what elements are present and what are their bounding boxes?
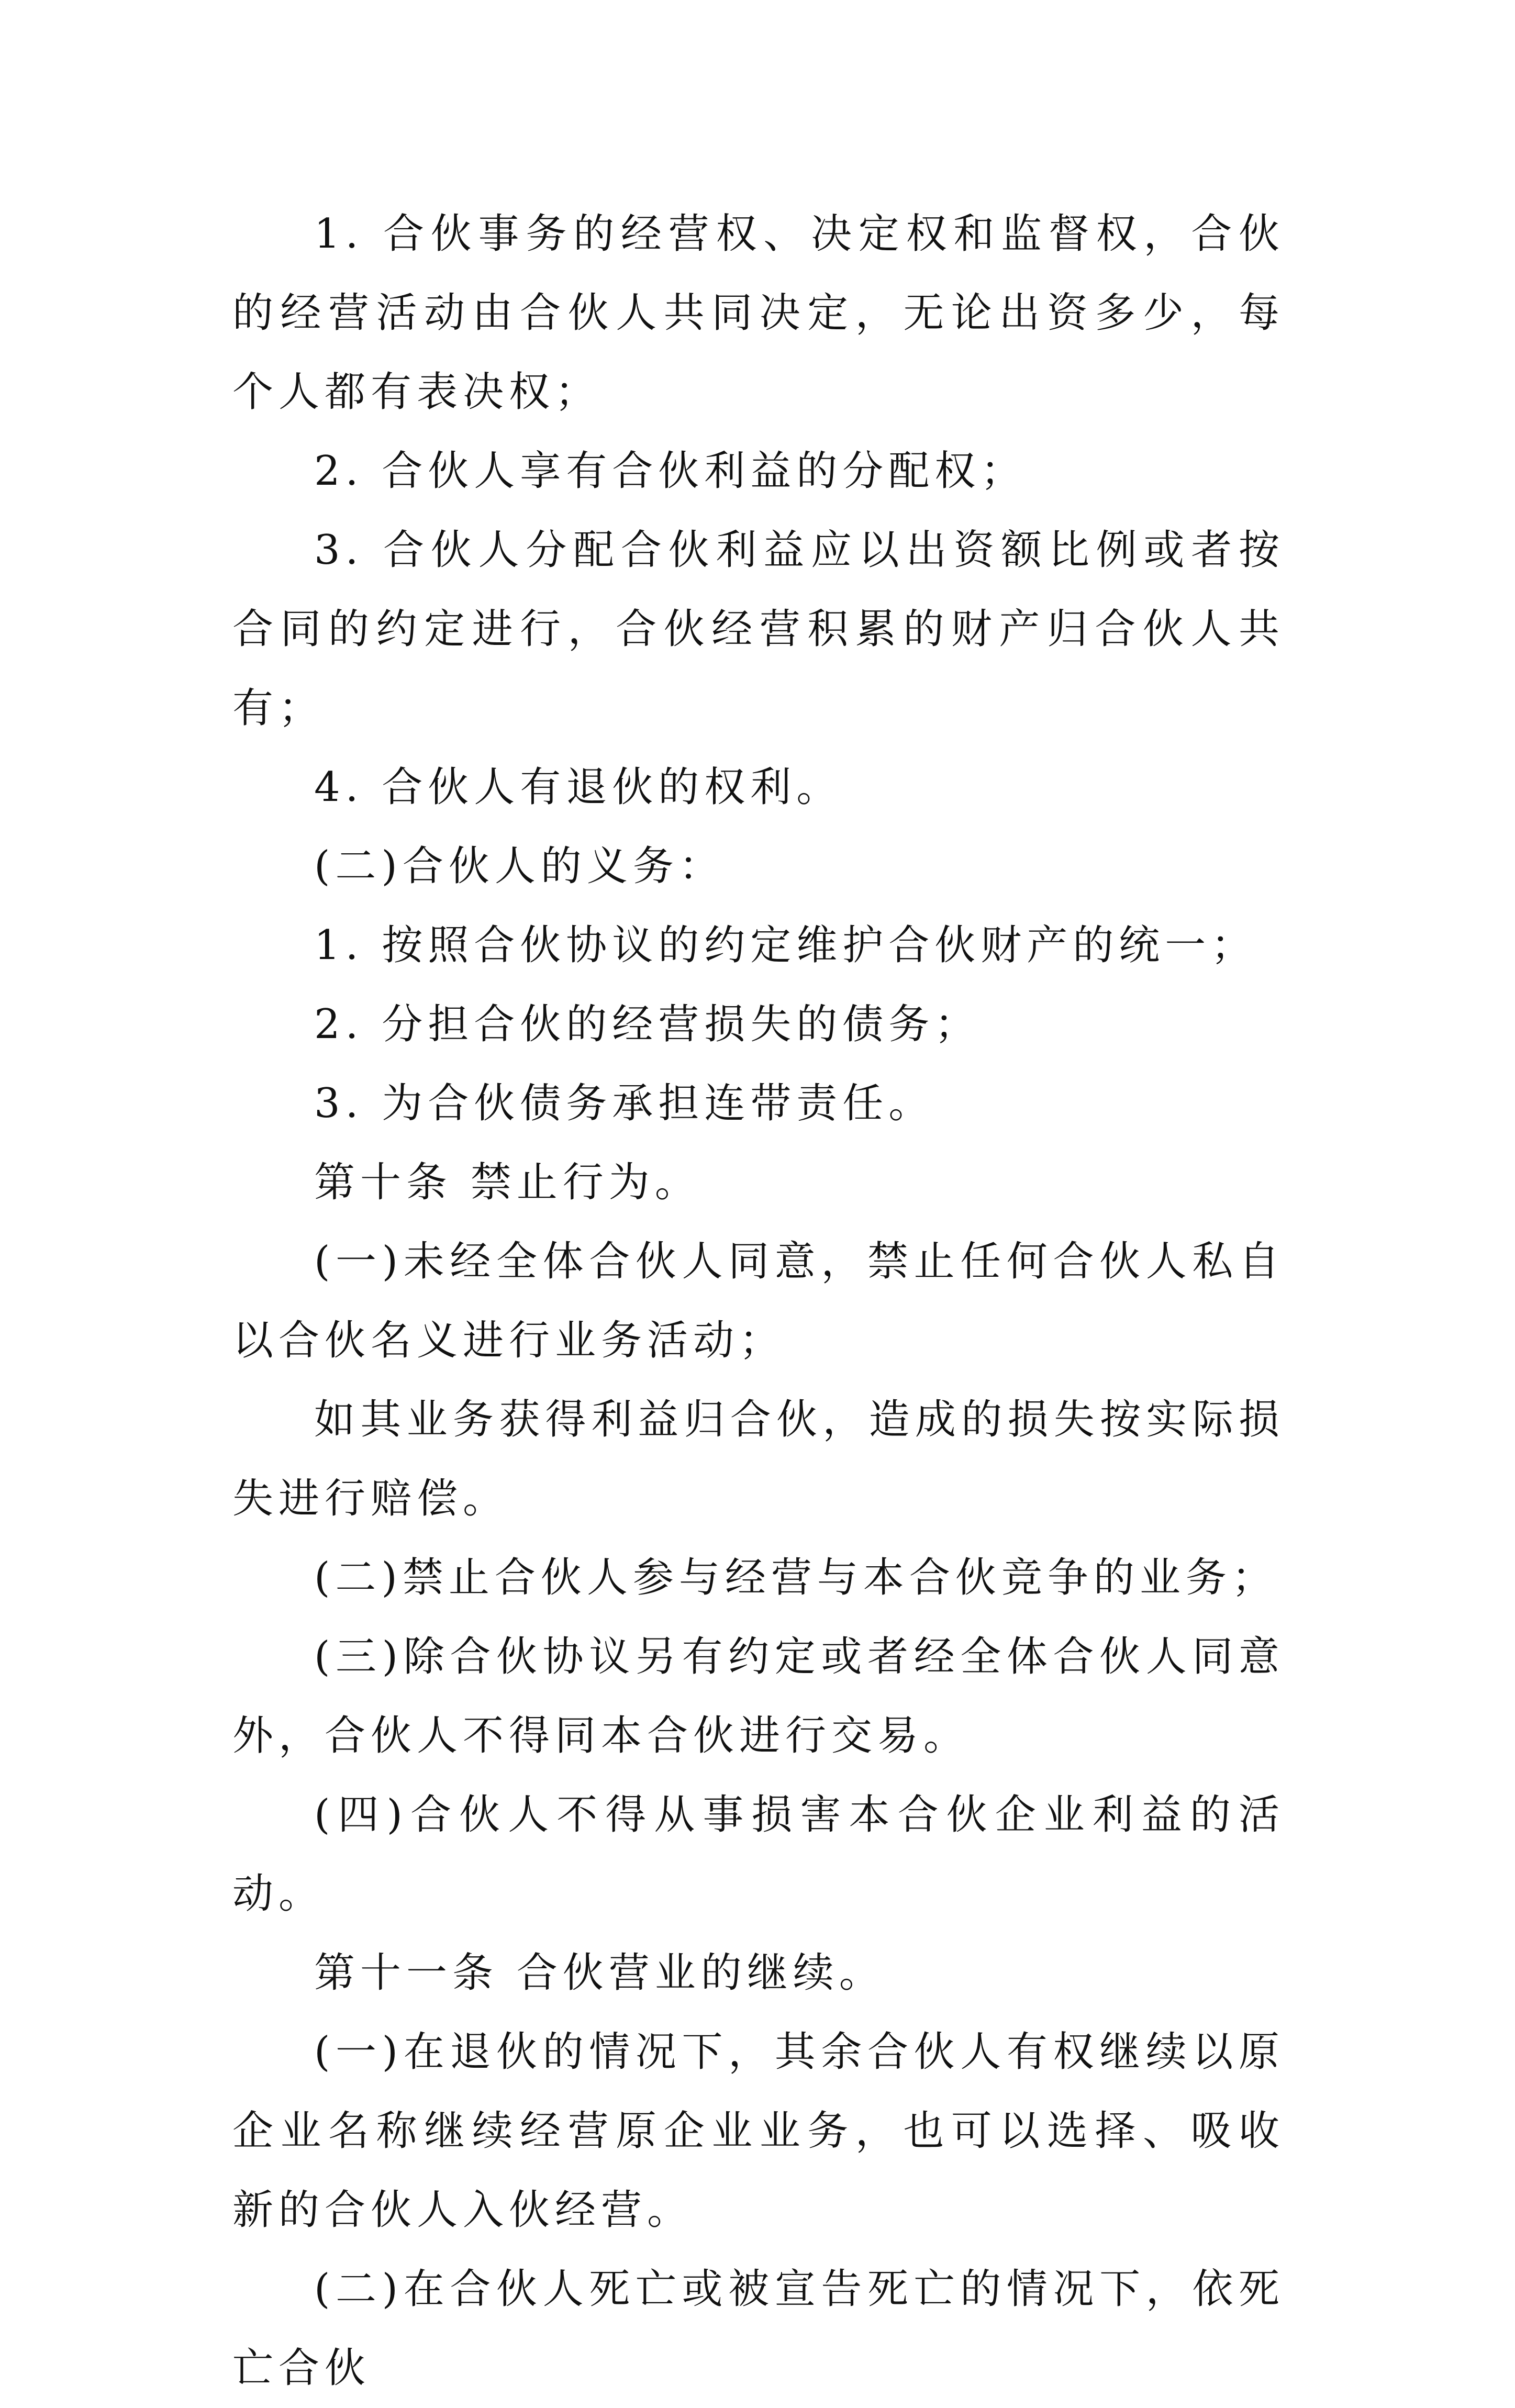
paragraph-right-4: 4. 合伙人有退伙的权利。 (314, 764, 843, 811)
paragraph-obligation-3: 3. 为合伙债务承担连带责任。 (314, 1080, 935, 1127)
article-11-heading: 第十一条 合伙营业的继续。 (314, 1949, 885, 1997)
paragraph-prohibition-1: (一)未经全体合伙人同意，禁止任何合伙人私自以合伙名义进行业务活动； (232, 1238, 1285, 1364)
paragraph-obligation-1: 1. 按照合伙协议的约定维护合伙财产的统一； (314, 922, 1257, 969)
paragraph-obligation-2: 2. 分担合伙的经营损失的债务； (314, 1001, 981, 1048)
paragraph-continuation-2: (二)在合伙人死亡或被宣告死亡的情况下，依死亡合伙 (232, 2266, 1285, 2392)
paragraph-right-1: 1. 合伙事务的经营权、决定权和监督权，合伙的经营活动由合伙人共同决定，无论出资多少，每个人都有表决权； (232, 210, 1285, 416)
document-body (232, 195, 1285, 2408)
paragraph-prohibition-4: (四)合伙人不得从事损害本合伙企业利益的活动。 (232, 1791, 1285, 1918)
paragraph-prohibition-2: (二)禁止合伙人参与经营与本合伙竞争的业务； (314, 1554, 1278, 1601)
paragraph-prohibition-1-note: 如其业务获得利益归合伙，造成的损失按实际损失进行赔偿。 (232, 1396, 1285, 1522)
paragraph-prohibition-3: (三)除合伙协议另有约定或者经全体合伙人同意外，合伙人不得同本合伙进行交易。 (232, 1633, 1285, 1759)
heading-obligations: (二)合伙人的义务： (314, 843, 725, 890)
paragraph-continuation-1: (一)在退伙的情况下，其余合伙人有权继续以原企业名称继续经营原企业业务，也可以选择、吸收新的合伙人入伙经营。 (232, 2028, 1285, 2234)
article-10-heading: 第十条 禁止行为。 (314, 1159, 701, 1206)
paragraph-right-3: 3. 合伙人分配合伙利益应以出资额比例或者按合同的约定进行，合伙经营积累的财产归合伙人共有； (232, 527, 1285, 732)
paragraph-right-2: 2. 合伙人享有合伙利益的分配权； (314, 448, 1027, 495)
